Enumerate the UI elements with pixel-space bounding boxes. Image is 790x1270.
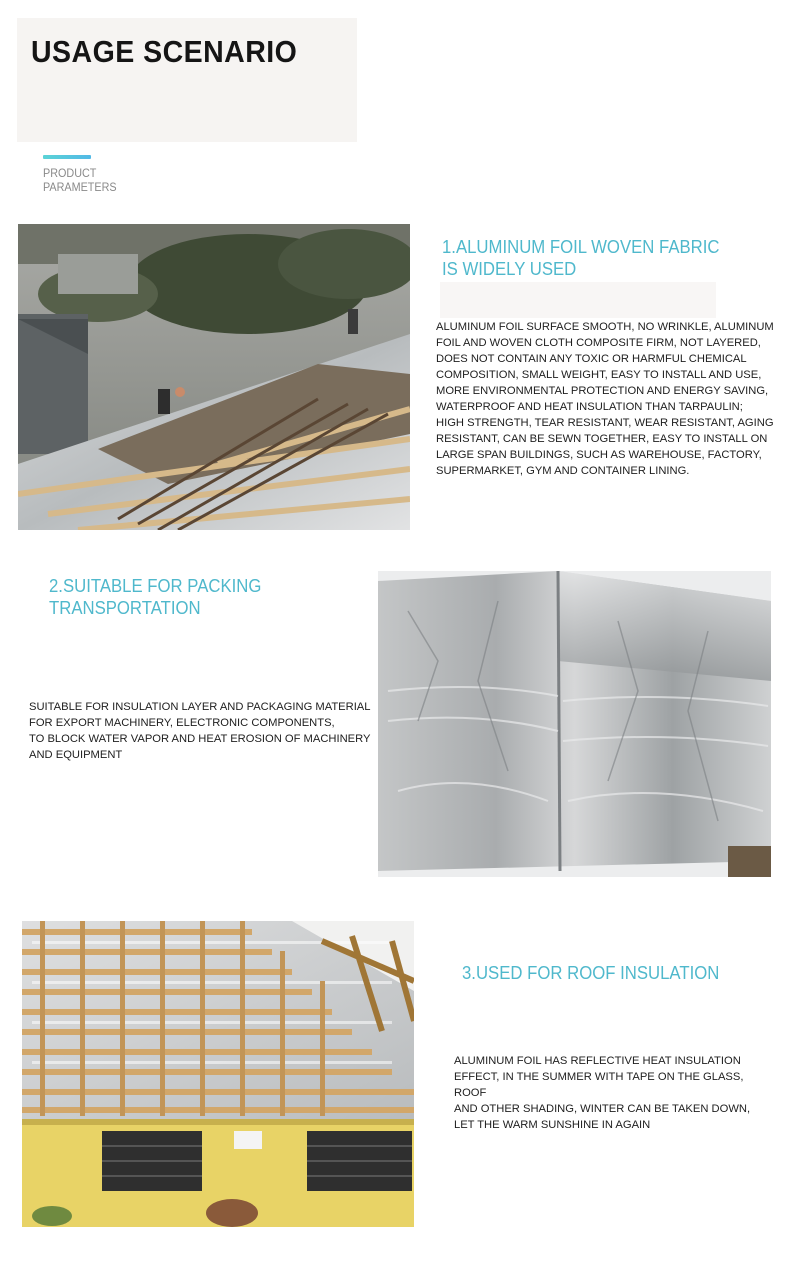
section-2-line: AND EQUIPMENT [29, 749, 123, 761]
section-1-line: LARGE SPAN BUILDINGS, SUCH AS WAREHOUSE, FACTORY, [436, 449, 762, 461]
section-2-line: FOR EXPORT MACHINERY, ELECTRONIC COMPONENTS, [29, 717, 335, 729]
section-1-description [436, 319, 784, 479]
header-panel [17, 18, 357, 142]
section-3-line: EFFECT, IN THE SUMMER WITH TAPE ON THE GLASS, ROOF [454, 1071, 744, 1099]
section-1-line: RESISTANT, CAN BE SEWN TOGETHER, EASY TO INSTALL ON [436, 433, 768, 445]
section-1-line: WATERPROOF AND HEAT INSULATION THAN TARPAULIN; [436, 401, 743, 413]
section-1-title-underlay [440, 282, 716, 318]
section-1-title [442, 236, 719, 280]
section-2-title [49, 575, 261, 619]
section-2-title-line-1: 2.SUITABLE FOR PACKING [49, 576, 262, 596]
section-3-description [454, 1053, 774, 1133]
section-2-title-line-2: TRANSPORTATION [49, 598, 201, 618]
section-1-line: SUPERMARKET, GYM AND CONTAINER LINING. [436, 465, 690, 477]
section-1-line: HIGH STRENGTH, TEAR RESISTANT, WEAR RESISTANT, AGING [436, 417, 774, 429]
section-3-title [462, 962, 719, 984]
foil-packed-machinery-photo [378, 571, 771, 877]
section-1-line: DOES NOT CONTAIN ANY TOXIC OR HARMFUL CHEMICAL [436, 353, 747, 365]
subtitle-line-2: PARAMETERS [43, 180, 117, 194]
section-3-line: ALUMINUM FOIL HAS REFLECTIVE HEAT INSULATION [454, 1055, 741, 1067]
section-1-title-line-1: 1.ALUMINUM FOIL WOVEN FABRIC [442, 237, 720, 257]
section-3-line: LET THE WARM SUNSHINE IN AGAIN [454, 1119, 651, 1131]
accent-bar [43, 155, 91, 159]
section-1-line: COMPOSITION, SMALL WEIGHT, EASY TO INSTALL AND USE, [436, 369, 762, 381]
subtitle-line-1: PRODUCT [43, 166, 97, 180]
section-subtitle [43, 166, 117, 194]
section-3-line: AND OTHER SHADING, WINTER CAN BE TAKEN DOWN, [454, 1103, 751, 1115]
section-1-title-line-2: IS WIDELY USED [442, 259, 577, 279]
roof-installation-photo [18, 224, 410, 530]
section-2-line: SUITABLE FOR INSULATION LAYER AND PACKAGING MATERIAL [29, 701, 371, 713]
section-3-title-line-1: 3.USED FOR ROOF INSULATION [462, 963, 720, 983]
section-2-line: TO BLOCK WATER VAPOR AND HEAT EROSION OF MACHINERY [29, 733, 371, 745]
section-1-line: MORE ENVIRONMENTAL PROTECTION AND ENERGY SAVING, [436, 385, 769, 397]
section-2-description [29, 699, 374, 763]
page-title: USAGE SCENARIO [31, 34, 298, 69]
section-1-line: FOIL AND WOVEN CLOTH COMPOSITE FIRM, NOT LAYERED, [436, 337, 761, 349]
section-1-line: ALUMINUM FOIL SURFACE SMOOTH, NO WRINKLE, ALUMINUM [436, 321, 774, 333]
roof-insulation-model-photo [22, 921, 414, 1227]
